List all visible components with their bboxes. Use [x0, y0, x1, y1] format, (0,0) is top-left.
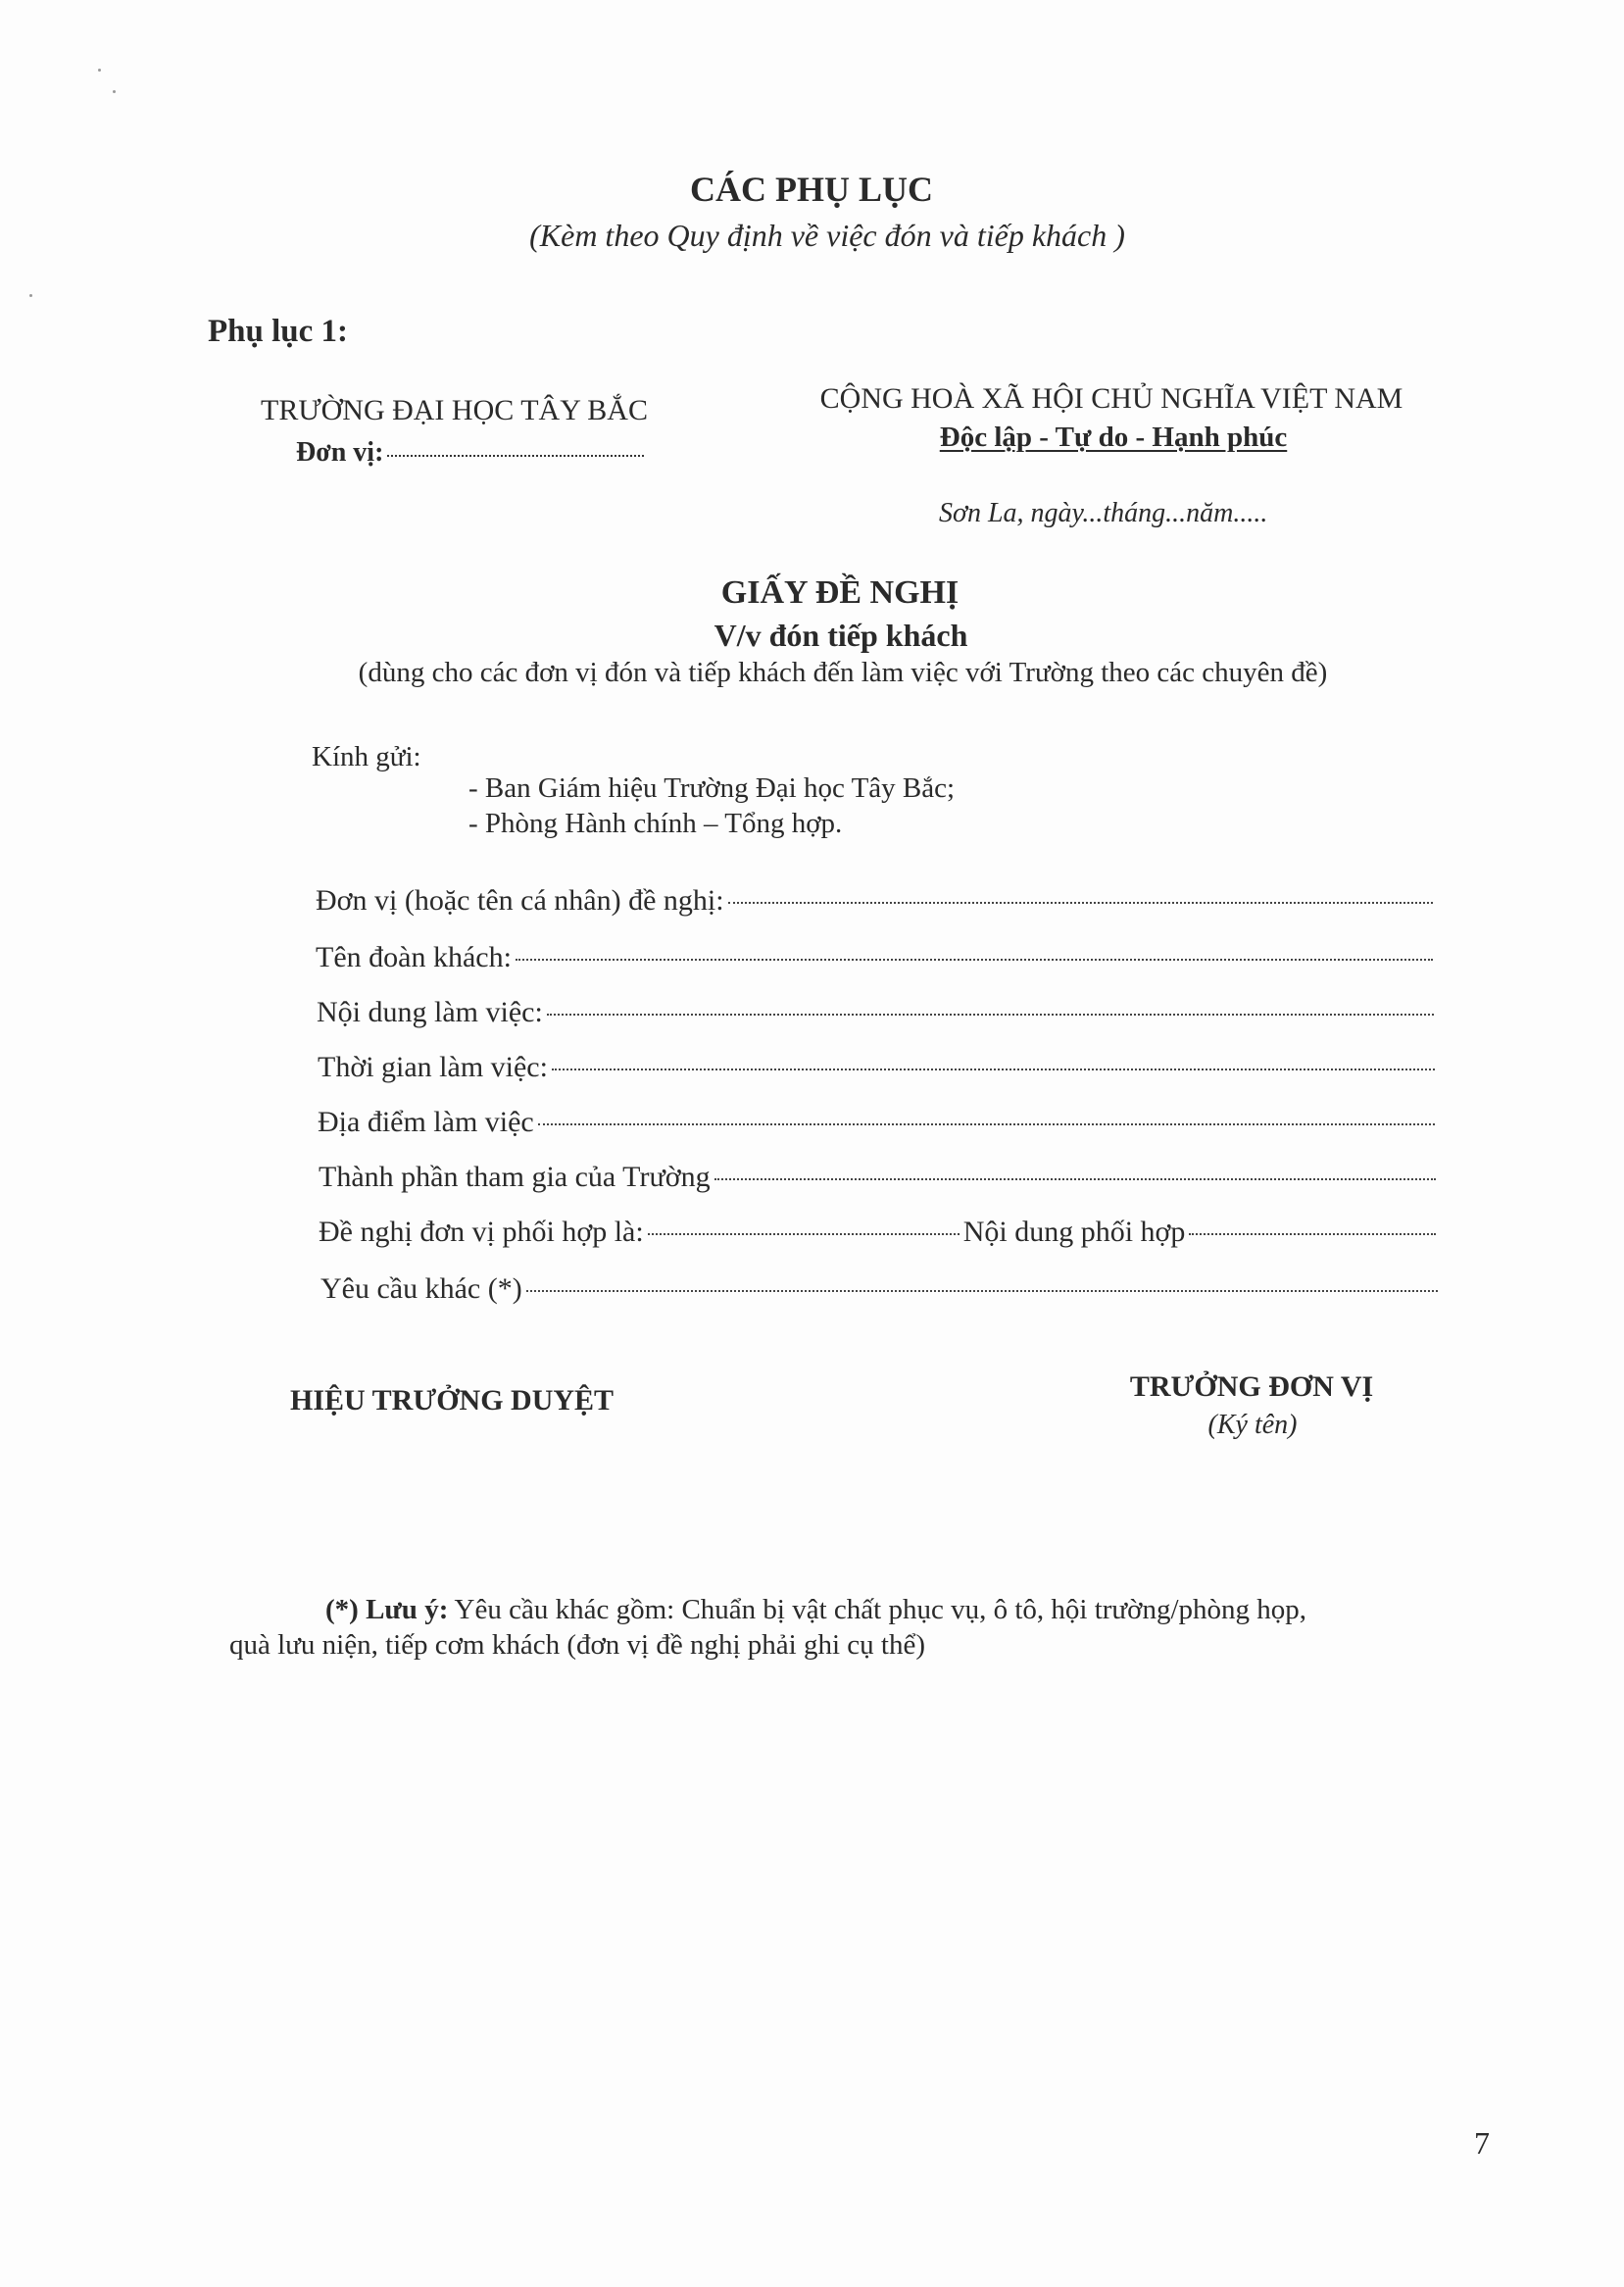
- form-subject: V/v đón tiếp khách: [714, 618, 968, 653]
- appendix-label: Phụ lục 1:: [208, 314, 349, 349]
- field-work-location[interactable]: [318, 1106, 1435, 1139]
- recipient-item: - Phòng Hành chính – Tổng hợp.: [468, 808, 843, 839]
- field-blank[interactable]: [547, 1013, 1434, 1016]
- nation-name: CỘNG HOÀ XÃ HỘI CHỦ NGHĨA VIỆT NAM: [819, 382, 1403, 415]
- form-purpose: (dùng cho các đơn vị đón và tiếp khách đến làm việc với Trường theo các chuyên đề): [358, 657, 1328, 688]
- form-title: GIẤY ĐỀ NGHỊ: [720, 574, 960, 611]
- recipient-label: Kính gửi:: [312, 741, 421, 772]
- unit-head: TRƯỞNG ĐƠN VỊ: [1129, 1370, 1374, 1403]
- recipient-item: - Ban Giám hiệu Trường Đại học Tây Bắc;: [468, 772, 956, 804]
- field-label: Thành phần tham gia của Trường: [319, 1161, 711, 1193]
- field-blank[interactable]: [714, 1177, 1436, 1180]
- appendix-subtitle: (Kèm theo Quy định về việc đón và tiếp khách ): [529, 218, 1125, 253]
- scan-speck: [98, 69, 101, 72]
- field-blank[interactable]: [648, 1232, 960, 1235]
- note-line-1: [325, 1594, 1306, 1626]
- field-work-content[interactable]: [317, 996, 1434, 1029]
- field-label: Đơn vị (hoặc tên cá nhân) đề nghị:: [316, 884, 724, 917]
- field-label: Thời gian làm việc:: [318, 1051, 548, 1083]
- field-work-time[interactable]: [318, 1051, 1435, 1084]
- note-text: Yêu cầu khác gồm: Chuẩn bị vật chất phục vụ, ô tô, hội trường/phòng họp,: [454, 1594, 1307, 1625]
- scan-speck: [29, 294, 32, 297]
- field-label-coord-content: Nội dung phối hợp: [962, 1216, 1186, 1248]
- field-blank[interactable]: [516, 958, 1433, 961]
- field-label: Yêu cầu khác (*): [320, 1272, 522, 1305]
- scan-speck: [113, 90, 116, 93]
- field-label: Đề nghị đơn vị phối hợp là:: [319, 1216, 644, 1248]
- org-name: TRƯỜNG ĐẠI HỌC TÂY BẮC: [261, 394, 648, 426]
- field-blank[interactable]: [526, 1289, 1438, 1292]
- field-other-requests[interactable]: [320, 1272, 1438, 1306]
- field-label: Nội dung làm việc:: [317, 996, 543, 1028]
- field-label: Tên đoàn khách:: [316, 941, 512, 973]
- field-coordinating-unit[interactable]: [319, 1216, 1436, 1249]
- note-line-2: quà lưu niện, tiếp cơm khách (đơn vị đề nghị phải ghi cụ thể): [229, 1629, 925, 1661]
- field-school-participants[interactable]: [319, 1161, 1436, 1194]
- nation-motto: Độc lập - Tự do - Hạnh phúc: [939, 422, 1288, 453]
- field-guest-delegation[interactable]: [316, 941, 1433, 974]
- sign-note: (Ký tên): [1207, 1410, 1298, 1440]
- note-label: (*) Lưu ý:: [325, 1594, 449, 1625]
- place-date: Sơn La, ngày...tháng...năm.....: [939, 498, 1268, 528]
- page-number: 7: [1474, 2125, 1490, 2161]
- field-blank[interactable]: [538, 1122, 1435, 1125]
- unit-blank: [387, 455, 644, 457]
- field-blank[interactable]: [552, 1068, 1435, 1070]
- unit-line: [296, 437, 644, 469]
- field-label: Địa điểm làm việc: [318, 1106, 534, 1138]
- principal-approval: HIỆU TRƯỞNG DUYỆT: [290, 1384, 615, 1417]
- field-blank[interactable]: [1189, 1232, 1436, 1235]
- unit-label: Đơn vị:: [296, 437, 384, 468]
- field-blank[interactable]: [728, 901, 1433, 904]
- appendix-title: CÁC PHỤ LỤC: [690, 170, 933, 209]
- field-requesting-unit[interactable]: [316, 884, 1433, 918]
